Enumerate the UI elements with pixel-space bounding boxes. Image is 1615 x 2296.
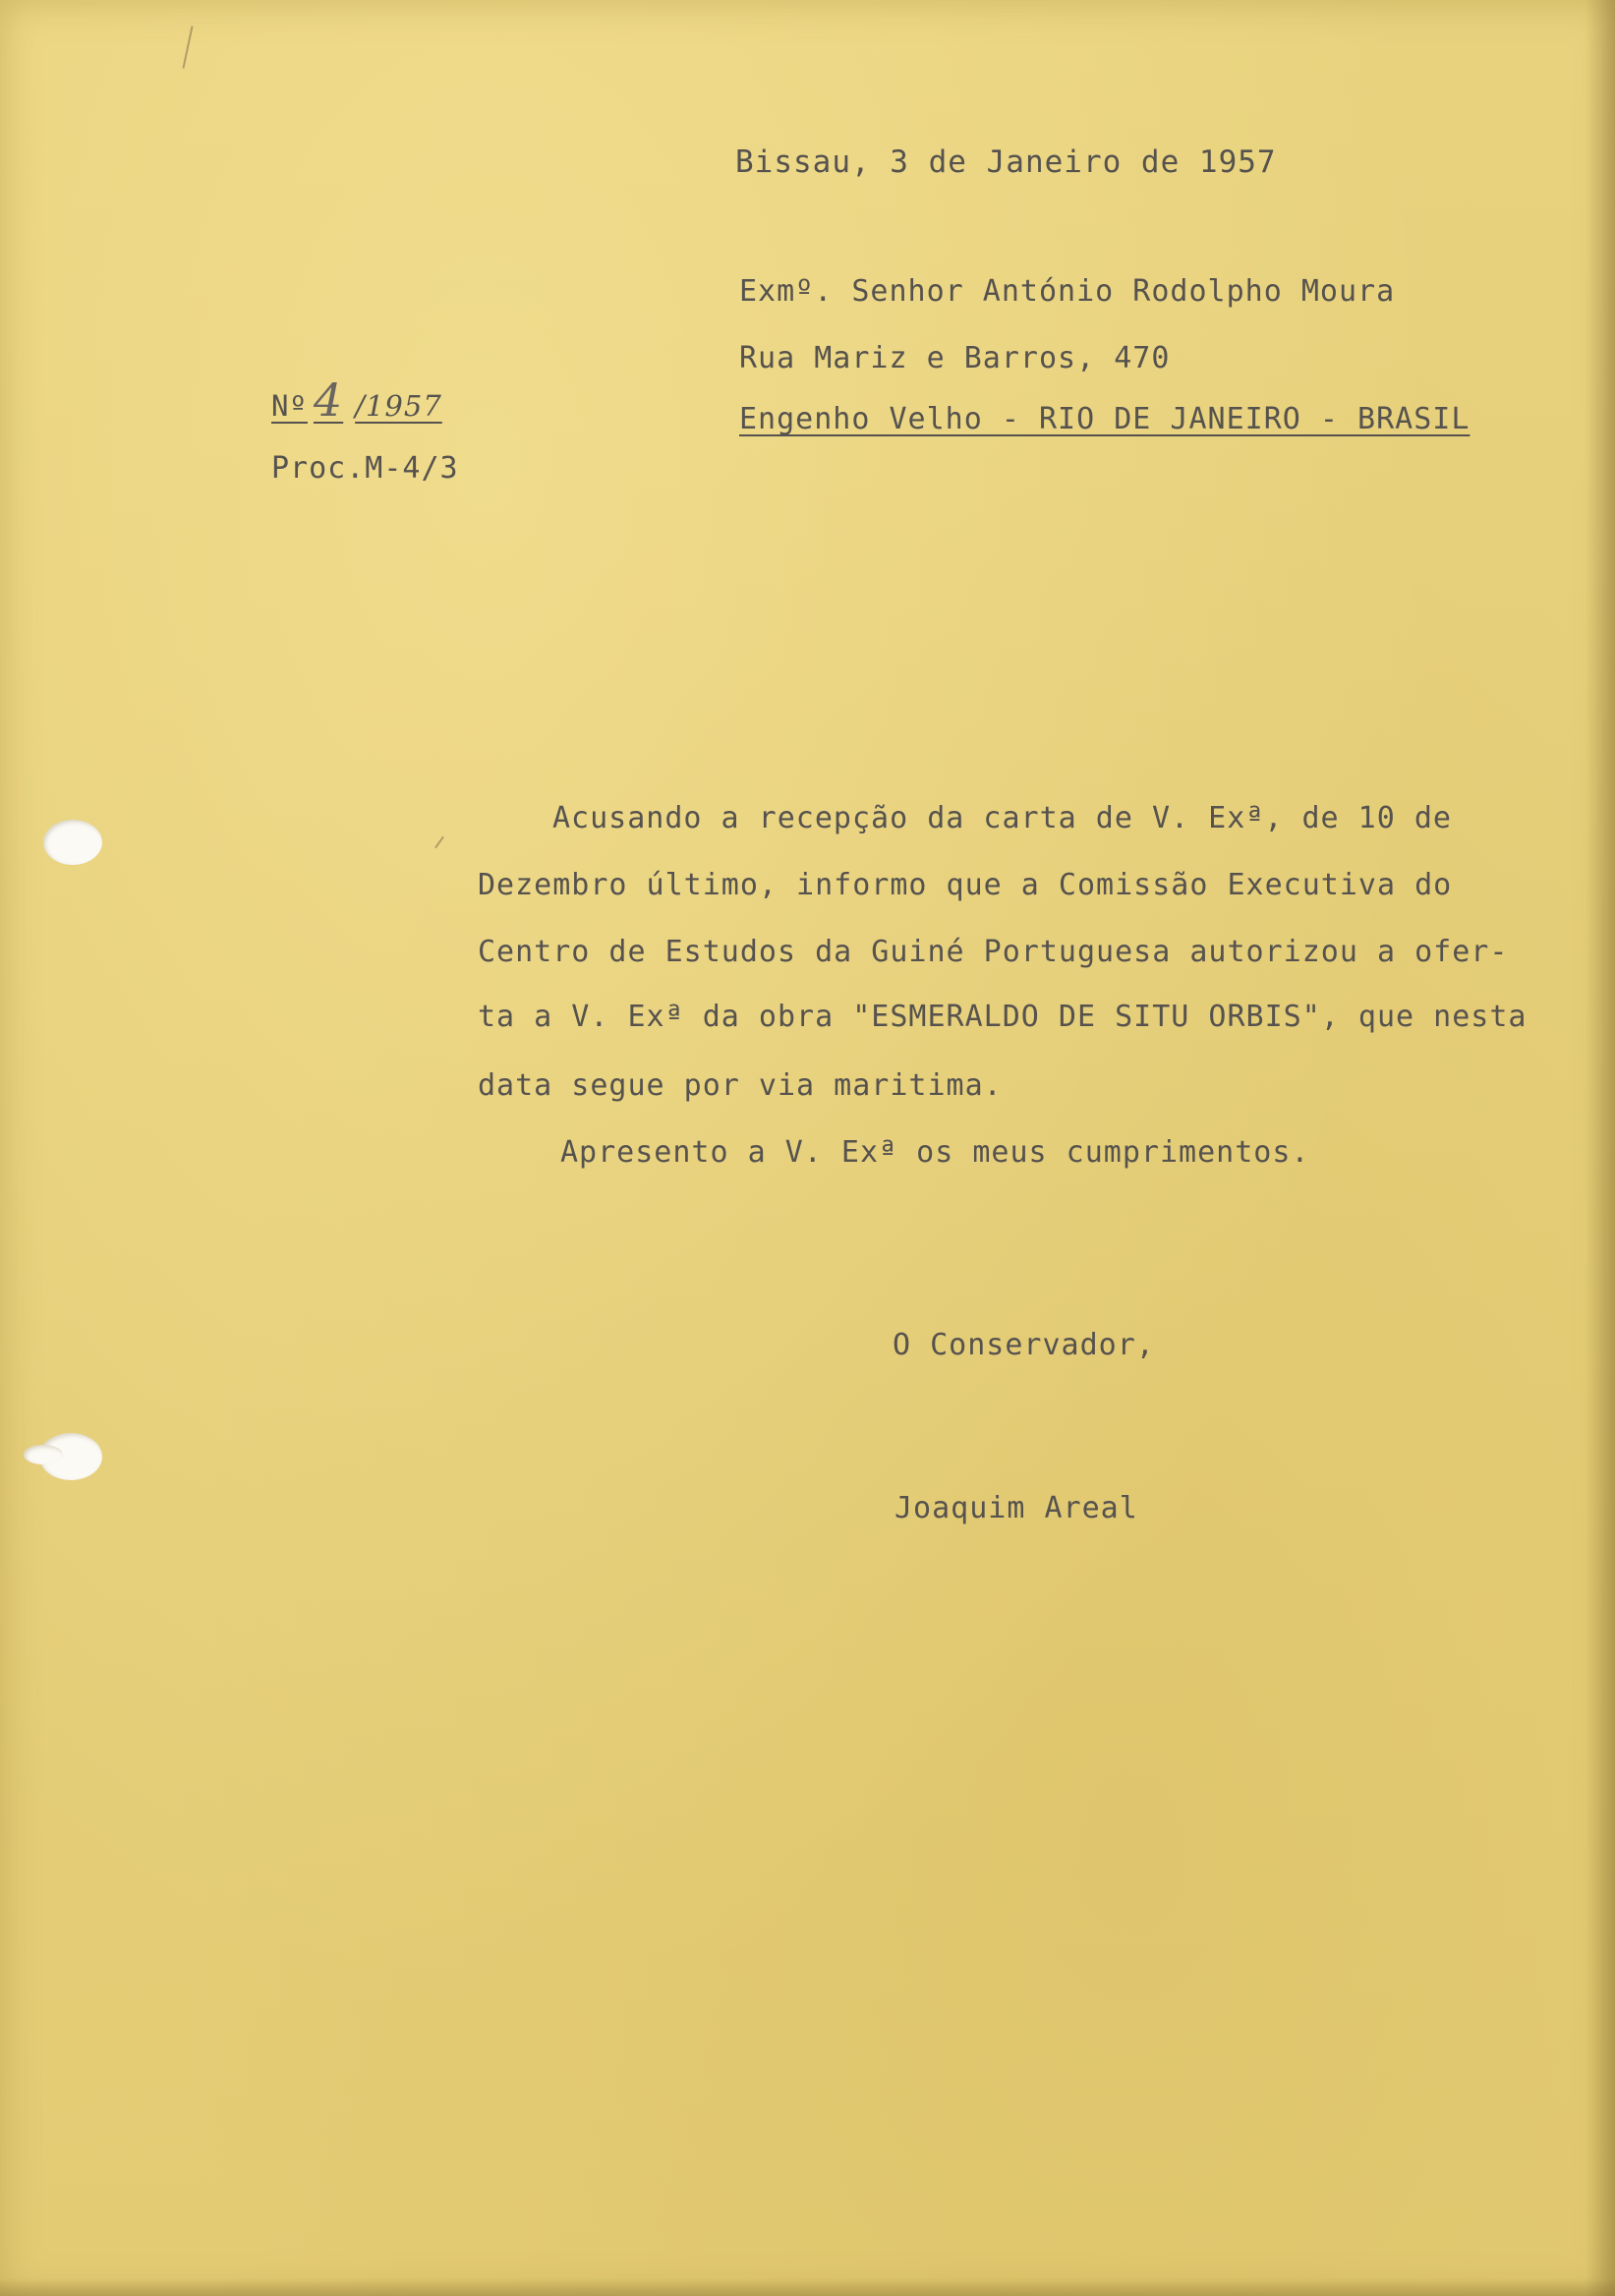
paper-edge-shadow bbox=[1586, 0, 1615, 2296]
reference-number-year: /1957 bbox=[355, 389, 442, 423]
place-date: Bissau, 3 de Janeiro de 1957 bbox=[735, 144, 1277, 180]
paper-bottom-shadow bbox=[0, 2278, 1615, 2296]
process-reference: Proc.M-4/3 bbox=[271, 451, 459, 486]
recipient-line-2: Rua Mariz e Barros, 470 bbox=[739, 341, 1171, 375]
reference-number-handwritten: 4 bbox=[313, 373, 344, 427]
closing: O Conservador, bbox=[893, 1328, 1155, 1362]
body-line-3: Centro de Estudos da Guiné Portuguesa autorizou a ofer- bbox=[478, 935, 1509, 969]
signatory-name: Joaquim Areal bbox=[894, 1491, 1138, 1525]
punch-hole-top bbox=[43, 820, 102, 865]
recipient-line-3: Engenho Velho - RIO DE JANEIRO - BRASIL bbox=[739, 402, 1471, 436]
body-line-5: data segue por via maritima. bbox=[478, 1068, 1003, 1103]
body-line-6: Apresento a V. Exª os meus cumprimentos. bbox=[560, 1135, 1310, 1170]
body-line-2: Dezembro último, informo que a Comissão Executiva do bbox=[478, 868, 1453, 902]
body-line-1: Acusando a recepção da carta de V. Exª, de 10 de bbox=[552, 801, 1452, 835]
paper-mark bbox=[434, 836, 444, 849]
paper-mark bbox=[182, 26, 193, 68]
recipient-line-1: Exmº. Senhor António Rodolpho Moura bbox=[739, 274, 1396, 309]
body-line-4: ta a V. Exª da obra "ESMERALDO DE SITU ORBIS", que nesta bbox=[478, 1000, 1528, 1034]
punch-hole-bottom-tear bbox=[24, 1445, 63, 1464]
reference-number-prefix: Nº bbox=[271, 389, 308, 423]
reference-number bbox=[271, 373, 442, 427]
